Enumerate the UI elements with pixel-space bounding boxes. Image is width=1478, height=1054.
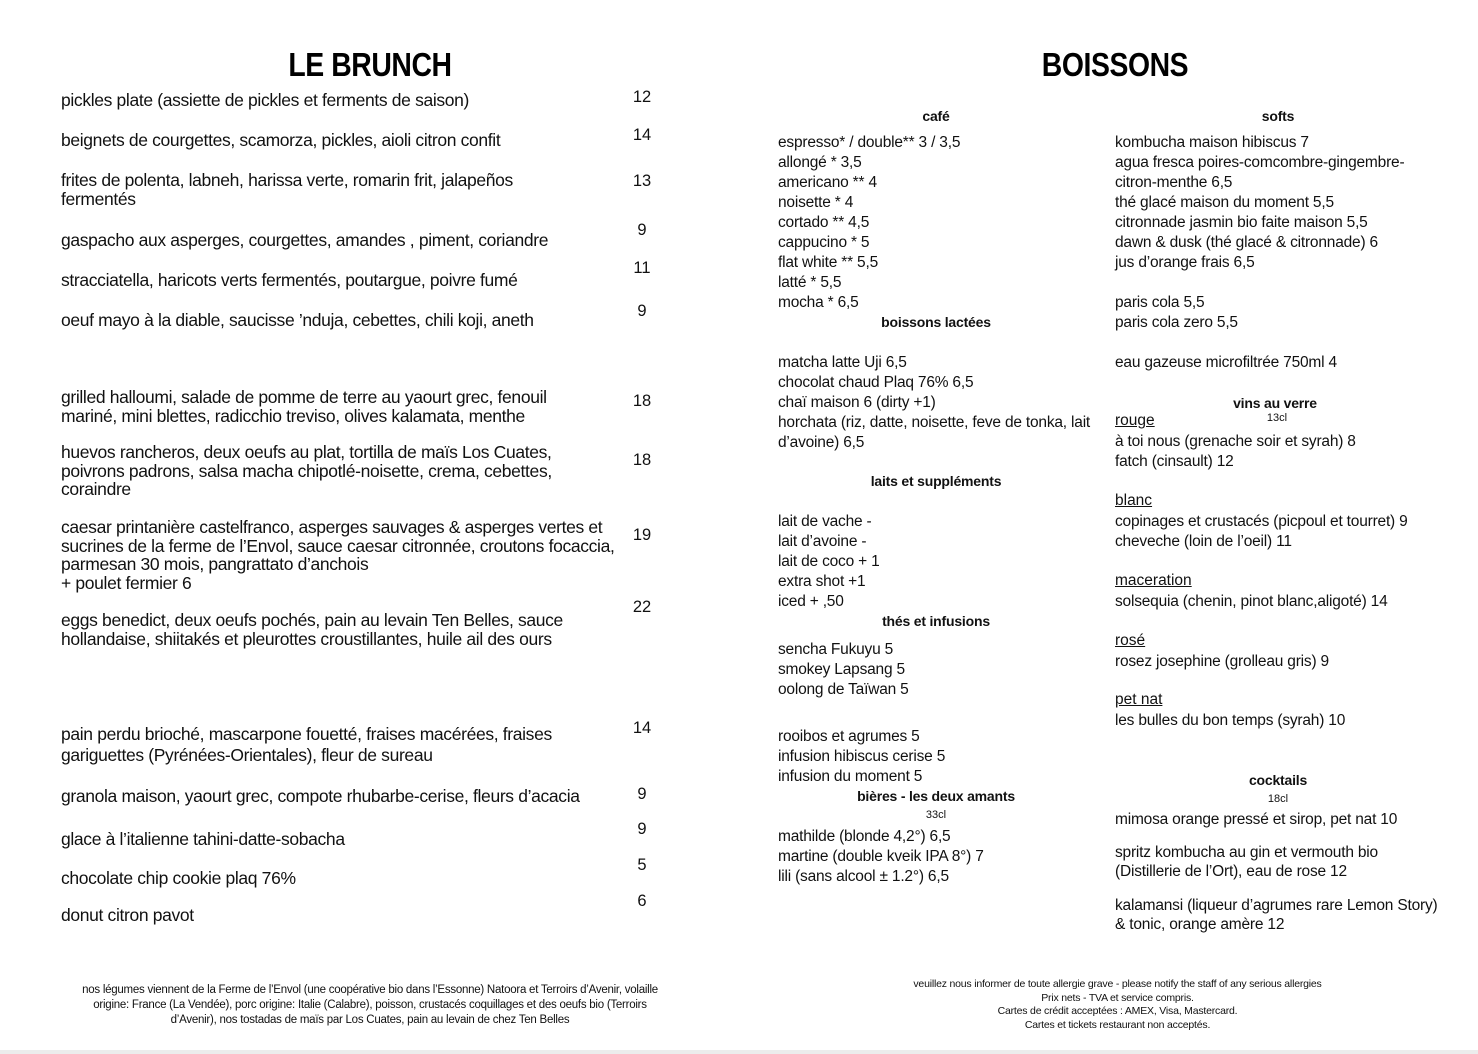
cocktails-heading: cocktails xyxy=(1248,772,1308,788)
bieres-heading: bières - les deux amants xyxy=(857,788,1015,804)
list-item: kombucha maison hibiscus 7 xyxy=(1115,134,1309,151)
dish-price: 9 xyxy=(637,302,647,320)
list-item: spritz kombucha au gin et vermouth bio (Distillerie de l’Ort), eau de rose 12 xyxy=(1115,844,1378,880)
list-item: kalamansi (liqueur d’agrumes rare Lemon Story) & tonic, orange amère 12 xyxy=(1115,897,1438,933)
list-item: espresso* / double** 3 / 3,5 xyxy=(778,134,961,151)
list-item: infusion hibiscus cerise 5 xyxy=(778,748,946,765)
list-item: eau gazeuse microfiltrée 750ml 4 xyxy=(1115,354,1337,371)
cafe-list xyxy=(778,133,960,313)
wine-category: blanc xyxy=(1115,492,1153,509)
dish-name: glace à l’italienne tahini-datte-sobacha xyxy=(61,829,345,849)
list-item: noisette * 4 xyxy=(778,194,854,211)
cafe-heading: café xyxy=(922,108,950,124)
lactees-list xyxy=(778,353,1093,452)
dish-name: granola maison, yaourt grec, compote rhubarbe-cerise, fleurs d’acacia xyxy=(61,786,580,806)
dish-price: 22 xyxy=(632,598,652,616)
list-item: chaï maison 6 (dirty +1) xyxy=(778,394,936,411)
list-item: copinages et crustacés (picpoul et tourret) 9 xyxy=(1115,513,1408,530)
rouge-list xyxy=(1115,432,1356,472)
wine-category: rosé xyxy=(1115,632,1146,649)
dish-price: 5 xyxy=(637,856,647,874)
list-item: solsequia (chenin, pinot blanc,aligoté) 14 xyxy=(1115,593,1388,610)
wine-category: maceration xyxy=(1115,572,1192,589)
laits-list xyxy=(778,512,880,612)
dish-name: donut citron pavot xyxy=(61,905,194,925)
list-item: flat white ** 5,5 xyxy=(778,254,878,271)
list-item: fatch (cinsault) 12 xyxy=(1115,453,1234,470)
dish-name: grilled halloumi, salade de pomme de terre au yaourt grec, fenouil mariné, mini blettes, radicchio treviso, olives kalamata, menthe xyxy=(61,387,547,426)
boissons-title: BOISSONS xyxy=(1041,46,1189,83)
dish-price: 6 xyxy=(637,892,647,910)
dish-price: 9 xyxy=(637,785,647,803)
brunch-title: LE BRUNCH xyxy=(288,46,452,83)
petnat-list xyxy=(1115,711,1345,731)
list-item: oolong de Taïwan 5 xyxy=(778,681,909,698)
dish-price: 18 xyxy=(632,392,652,410)
list-item: chocolat chaud Plaq 76% 6,5 xyxy=(778,374,974,391)
dish-name: oeuf mayo à la diable, saucisse ’nduja, cebettes, chili koji, aneth xyxy=(61,310,534,330)
dish-price: 11 xyxy=(633,259,651,277)
list-item: sencha Fukuyu 5 xyxy=(778,641,894,658)
list-item: iced + ,50 xyxy=(778,593,844,610)
list-item: cheveche (loin de l’oeil) 11 xyxy=(1115,533,1292,550)
list-item: extra shot +1 xyxy=(778,573,866,590)
dish-price: 12 xyxy=(632,88,652,106)
dish-price: 19 xyxy=(632,526,652,544)
vins-heading: vins au verre xyxy=(1233,395,1317,411)
dish-name: beignets de courgettes, scamorza, pickles, aioli citron confit xyxy=(61,130,501,150)
dish-name: pain perdu brioché, mascarpone fouetté, fraises macérées, fraises gariguettes (Pyrénées-Orientales), fleur de sureau xyxy=(61,724,552,765)
dish-name: huevos rancheros, deux oeufs au plat, tortilla de maïs Los Cuates, poivrons padrons, salsa macha chipotlé-noisette, crema, cebettes, coraindre xyxy=(61,442,552,499)
list-item: dawn & dusk (thé glacé & citronnade) 6 xyxy=(1115,234,1378,251)
infusions-list xyxy=(778,727,945,787)
bieres-list xyxy=(778,827,984,887)
list-item: latté * 5,5 xyxy=(778,274,842,291)
dish-name: gaspacho aux asperges, courgettes, amandes , piment, coriandre xyxy=(61,230,549,250)
dish-name: stracciatella, haricots verts fermentés, poutargue, poivre fumé xyxy=(61,270,518,290)
price-note: Prix nets - TVA et service compris. xyxy=(1041,991,1194,1004)
dish-price: 9 xyxy=(637,820,647,838)
list-item: cappucino * 5 xyxy=(778,234,870,251)
list-item: mimosa orange pressé et sirop, pet nat 10 xyxy=(1115,811,1398,828)
list-item: jus d’orange frais 6,5 xyxy=(1115,254,1255,271)
dish-name: frites de polenta, labneh, harissa verte, romarin frit, jalapeños fermentés xyxy=(61,170,513,209)
dish-name: chocolate chip cookie plaq 76% xyxy=(61,868,296,888)
list-item: allongé * 3,5 xyxy=(778,154,862,171)
softs-heading: softs xyxy=(1261,108,1295,124)
list-item: mathilde (blonde 4,2°) 6,5 xyxy=(778,828,951,845)
list-item: paris cola zero 5,5 xyxy=(1115,314,1238,331)
blanc-list xyxy=(1115,512,1408,552)
allergy-note: veuillez nous informer de toute allergie grave - please notify the staff of any serious allergies xyxy=(913,978,1322,990)
list-item: agua fresca poires-comcombre-gingembre-citron-menthe 6,5 xyxy=(1115,154,1405,191)
dish-name: pickles plate (assiette de pickles et ferments de saison) xyxy=(61,90,470,110)
list-item: infusion du moment 5 xyxy=(778,768,923,785)
list-item: americano ** 4 xyxy=(778,174,877,191)
list-item: lait d’avoine - xyxy=(778,533,867,550)
vins-size: 13cl xyxy=(1266,412,1288,424)
laits-heading: laits et suppléments xyxy=(870,473,1002,489)
list-item: horchata (riz, datte, noisette, feve de tonka, lait d’avoine) 6,5 xyxy=(778,414,1091,451)
payment-note: Cartes de crédit acceptées : AMEX, Visa, Mastercard. xyxy=(997,1005,1238,1017)
list-item: paris cola 5,5 xyxy=(1115,294,1205,311)
page-edge xyxy=(0,1050,1478,1054)
maceration-list xyxy=(1115,592,1388,612)
list-item: lait de vache - xyxy=(778,513,872,530)
bieres-size: 33cl xyxy=(925,809,947,821)
list-item: matcha latte Uji 6,5 xyxy=(778,354,907,371)
colas-list xyxy=(1115,293,1238,333)
dish-price: 14 xyxy=(632,719,652,737)
list-item: rooibos et agrumes 5 xyxy=(778,728,920,745)
wine-category: rouge xyxy=(1115,412,1155,429)
thes-heading: thés et infusions xyxy=(882,613,990,629)
rose-list xyxy=(1115,652,1329,672)
list-item: les bulles du bon temps (syrah) 10 xyxy=(1115,712,1346,729)
list-item: martine (double kveik IPA 8°) 7 xyxy=(778,848,984,865)
dish-name: eggs benedict, deux oeufs pochés, pain au levain Ten Belles, sauce hollandaise, shiitakés et pleurottes croustillantes, huile ail des ours xyxy=(61,610,563,649)
lactees-heading: boissons lactées xyxy=(881,314,991,330)
list-item: thé glacé maison du moment 5,5 xyxy=(1115,194,1334,211)
dish-price: 18 xyxy=(632,451,652,469)
list-item: smokey Lapsang 5 xyxy=(778,661,905,678)
sourcing-note: nos légumes viennent de la Ferme de l’Envol (une coopérative bio dans l’Essonne) Natoora et Terroirs d’Avenir, volaille origine: France (La Vendée), porc origine: Italie (Calabre), poisson, crustacés coquillages et des oeufs bio (Terroirs d’Avenir), nos tostadas de maïs par Los Cuates, pain au levain de chez Ten Belles xyxy=(82,984,658,1026)
eau-list xyxy=(1115,353,1337,373)
list-item: citronnade jasmin bio faite maison 5,5 xyxy=(1115,214,1368,231)
tickets-note: Cartes et tickets restaurant non acceptés. xyxy=(1024,1018,1211,1031)
wine-category: pet nat xyxy=(1115,691,1163,708)
dish-price: 9 xyxy=(637,221,647,239)
cocktails-size: 18cl xyxy=(1267,793,1289,805)
softs-list xyxy=(1115,133,1435,273)
list-item: lili (sans alcool ± 1.2°) 6,5 xyxy=(778,868,949,885)
list-item: cortado ** 4,5 xyxy=(778,214,870,231)
list-item: mocha * 6,5 xyxy=(778,294,859,311)
list-item: rosez josephine (grolleau gris) 9 xyxy=(1115,653,1329,670)
thes-list xyxy=(778,640,909,700)
list-item: lait de coco + 1 xyxy=(778,553,880,570)
legal-note xyxy=(870,978,1365,1032)
list-item: à toi nous (grenache soir et syrah) 8 xyxy=(1115,433,1356,450)
dish-name: caesar printanière castelfranco, asperges sauvages & asperges vertes et sucrines de la ferme de l’Envol, sauce caesar citronnée, croutons focaccia, parmesan 30 mois, pangrattato d’anchois + poulet fermier 6 xyxy=(61,517,615,593)
dish-price: 13 xyxy=(632,172,652,190)
dish-price: 14 xyxy=(632,126,652,144)
